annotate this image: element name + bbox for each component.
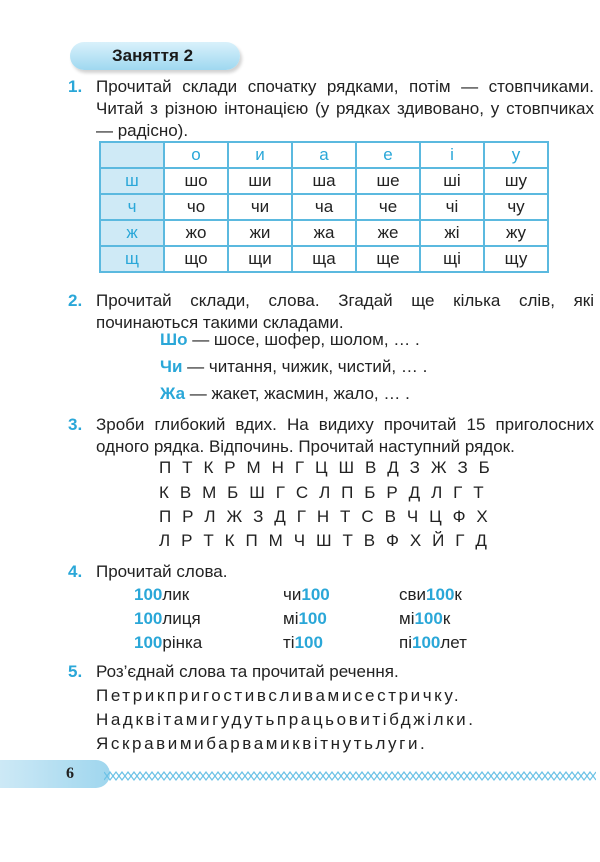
task-number: 2. <box>68 291 83 310</box>
syllable-cell: щи <box>228 246 292 272</box>
table-row <box>100 220 548 246</box>
syllable-cell: ча <box>292 194 356 220</box>
vowel-header: а <box>292 142 356 168</box>
table-row <box>100 246 548 272</box>
syllable-cell: чо <box>164 194 228 220</box>
word-item: 100лиця <box>134 609 201 628</box>
footer-zigzag-ornament <box>104 768 596 784</box>
consonant-header: ч <box>100 194 164 220</box>
joined-sentence: Надквітамигудутьпрацьовитібджілки. <box>96 710 476 729</box>
consonant-header: ш <box>100 168 164 194</box>
example-line <box>160 384 410 404</box>
syllable-highlight: Жа <box>160 384 186 403</box>
syllable-highlight: Чи <box>160 357 183 376</box>
syllable-cell: жу <box>484 220 548 246</box>
word-item: мі100к <box>399 609 451 628</box>
lesson-title: Заняття 2 <box>112 46 194 65</box>
example-words: — жакет, жасмин, жало, … . <box>185 384 410 403</box>
word-item: 100лик <box>134 585 190 604</box>
syllable-cell: че <box>356 194 420 220</box>
vowel-header: у <box>484 142 548 168</box>
syllable-cell: ша <box>292 168 356 194</box>
syllable-cell: ше <box>356 168 420 194</box>
syllable-cell: чу <box>484 194 548 220</box>
example-line <box>160 330 420 350</box>
word-item: сви100к <box>399 585 462 604</box>
syllable-cell: щу <box>484 246 548 272</box>
syllable-cell: чи <box>228 194 292 220</box>
consonant-row: П Р Л Ж З Д Г Н Т С В Ч Ц Ф Х <box>159 507 491 526</box>
word-item: мі100 <box>283 609 327 628</box>
syllable-cell: жа <box>292 220 356 246</box>
consonant-header: ж <box>100 220 164 246</box>
syllable-cell: жо <box>164 220 228 246</box>
syllable-cell: що <box>164 246 228 272</box>
vowel-header: і <box>420 142 484 168</box>
vowel-header: е <box>356 142 420 168</box>
table-row <box>100 168 548 194</box>
consonant-header: щ <box>100 246 164 272</box>
example-line <box>160 357 427 377</box>
syllable-cell: же <box>356 220 420 246</box>
joined-sentence: Петрикпригостивсливамисестричку. <box>96 686 462 705</box>
consonant-row: П Т К Р М Н Г Ц Ш В Д З Ж З Б <box>159 458 493 477</box>
consonant-row: К В М Б Ш Г С Л П Б Р Д Л Г Т <box>159 483 487 502</box>
table-corner <box>100 142 164 168</box>
syllable-cell: ші <box>420 168 484 194</box>
word-item: ті100 <box>283 633 323 652</box>
task-number: 1. <box>68 77 83 96</box>
syllable-cell: ши <box>228 168 292 194</box>
syllable-table <box>99 141 549 273</box>
task-instruction: Зроби глибокий вдих. На видиху прочитай 15 приголосних одного рядка. Відпочинь. Прочитай наступний рядок. <box>96 415 594 456</box>
consonant-row: Л Р Т К П М Ч Ш Т В Ф Х Й Г Д <box>159 531 491 550</box>
syllable-highlight: Шо <box>160 330 188 349</box>
word-item: чи100 <box>283 585 330 604</box>
example-words: — читання, чижик, чистий, … . <box>182 357 428 376</box>
syllable-cell: ще <box>356 246 420 272</box>
task-instruction: Прочитай слова. <box>96 562 228 581</box>
task-instruction: Прочитай склади, слова. Згадай ще кілька слів, які починаються такими складами. <box>96 291 594 332</box>
joined-sentence: Яскравимибарвамиквітнутьлуги. <box>96 734 428 753</box>
syllable-cell: жи <box>228 220 292 246</box>
vowel-header: и <box>228 142 292 168</box>
footer-band <box>0 760 110 788</box>
example-words: — шосе, шофер, шолом, … . <box>187 330 420 349</box>
syllable-cell: чі <box>420 194 484 220</box>
task-number: 3. <box>68 415 83 434</box>
word-item: 100рінка <box>134 633 203 652</box>
syllable-cell: щі <box>420 246 484 272</box>
table-header-row <box>100 142 548 168</box>
syllable-cell: шу <box>484 168 548 194</box>
vowel-header: о <box>164 142 228 168</box>
syllable-cell: шо <box>164 168 228 194</box>
task-number: 5. <box>68 662 83 681</box>
syllable-cell: жі <box>420 220 484 246</box>
task-instruction: Прочитай склади спочатку рядками, потім — стовпчиками. Читай з різною інтонацією (у рядках здивовано, у стовпчиках — радісно). <box>96 77 594 140</box>
lesson-badge <box>70 42 240 70</box>
task-instruction: Роз’єднай слова та прочитай речення. <box>96 662 399 681</box>
task-number: 4. <box>68 562 83 581</box>
page-number: 6 <box>66 765 74 782</box>
table-row <box>100 194 548 220</box>
syllable-cell: ща <box>292 246 356 272</box>
word-item: пі100лет <box>399 633 467 652</box>
